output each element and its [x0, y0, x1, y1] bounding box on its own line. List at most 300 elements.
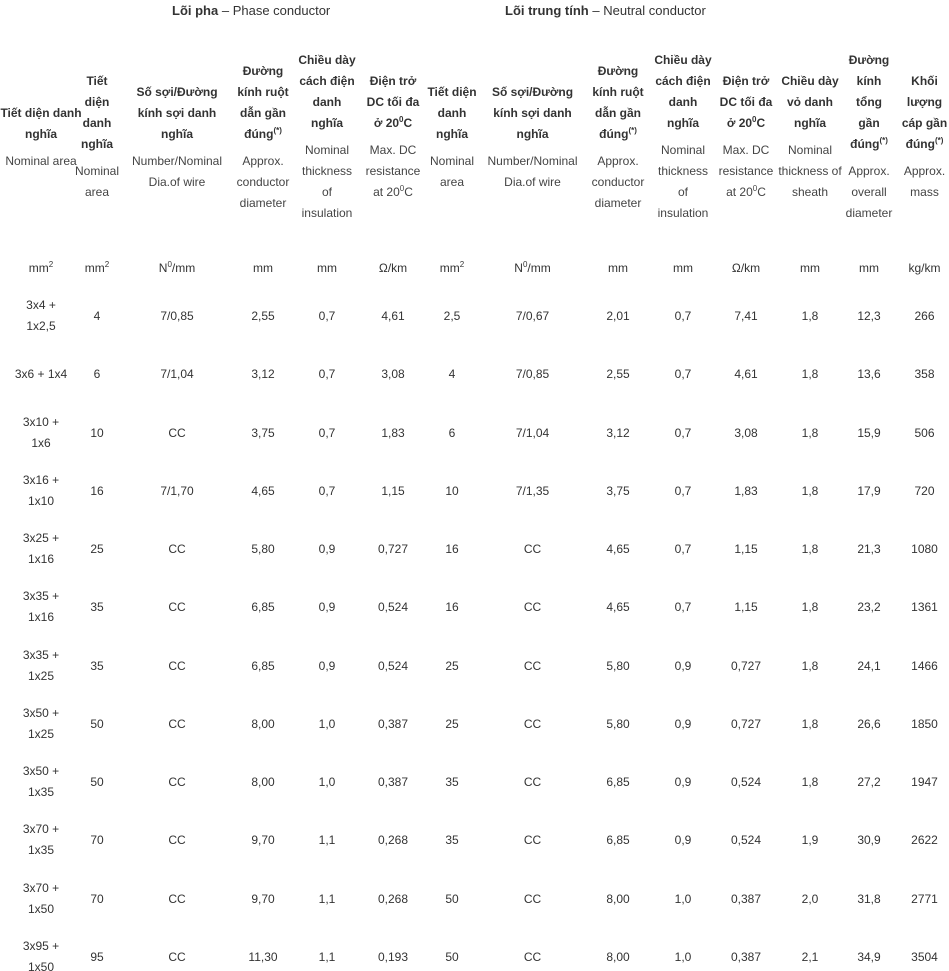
table-cell [426, 641, 478, 691]
cell-value: 1,8 [801, 599, 819, 614]
table-cell [844, 874, 894, 924]
column-header-en [900, 161, 949, 203]
cell-value: 70 [90, 891, 104, 906]
cell-value: 2,55 [606, 366, 630, 381]
table-cell [363, 466, 423, 516]
unit-text [673, 261, 693, 275]
column-header-en [426, 151, 478, 193]
table-cell [231, 874, 295, 924]
table-cell [900, 349, 949, 399]
cell-value: 50 [445, 891, 459, 906]
column-header [716, 26, 776, 248]
cell-value: 720 [914, 483, 935, 498]
cell-value: 0,387 [377, 716, 409, 731]
table-cell [716, 874, 776, 924]
cell-value: 0,7 [318, 425, 336, 440]
cell-value: 27,2 [857, 774, 881, 789]
unit-text [159, 261, 195, 275]
table-cell [844, 641, 894, 691]
cell-value: 5,80 [606, 658, 630, 673]
cell-value: 7/0,67 [515, 308, 550, 323]
table-cell [127, 291, 227, 341]
unit-text [800, 261, 820, 275]
column-header [844, 26, 894, 248]
table-cell [588, 408, 648, 458]
cell-value: 1,8 [801, 308, 819, 323]
table-cell [588, 757, 648, 807]
column-header-en-text: Nominal area [75, 164, 120, 199]
cell-value: 1,1 [318, 891, 336, 906]
cell-value: 0,268 [377, 891, 409, 906]
unit-cell [778, 256, 842, 280]
table-cell [231, 699, 295, 749]
table-cell [363, 932, 423, 971]
column-header [231, 26, 295, 248]
unit-main: mm [608, 261, 628, 275]
column-header-en-tail: C [404, 185, 413, 199]
column-header-en-text: Max. DC resistance at 20 [365, 143, 421, 199]
column-header-en [844, 161, 894, 224]
cell-value: 0,727 [730, 716, 762, 731]
table-cell [652, 524, 714, 574]
cell-value: 6 [448, 425, 456, 440]
table-cell [481, 408, 584, 458]
table-cell [844, 699, 894, 749]
table-cell [844, 349, 894, 399]
cell-value: 0,387 [377, 774, 409, 789]
cell-value: 1947 [911, 774, 938, 789]
table-cell [78, 349, 116, 399]
table-cell [844, 524, 894, 574]
table-cell [588, 932, 648, 971]
column-header-vi [426, 82, 478, 145]
unit-sup: 2 [48, 260, 54, 269]
cell-value: 0,7 [674, 366, 692, 381]
table-cell [588, 291, 648, 341]
cell-value: 1,1 [318, 949, 336, 964]
unit-cell [652, 256, 714, 280]
unit-cell [297, 256, 357, 280]
table-cell [426, 291, 478, 341]
column-header [0, 26, 82, 248]
table-cell [652, 815, 714, 865]
table-cell [481, 291, 584, 341]
cell-value: 506 [914, 425, 935, 440]
table-cell [363, 524, 423, 574]
cell-value: 50 [90, 716, 104, 731]
table-cell [481, 874, 584, 924]
table-cell [900, 466, 949, 516]
unit-cell [900, 256, 949, 280]
cell-value: 0,727 [377, 541, 409, 556]
cell-value: 0,524 [730, 774, 762, 789]
cell-value: 3x70 + 1x35 [22, 822, 60, 857]
table-cell [778, 699, 842, 749]
column-header-vi-text: Đường kính tổng gần đúng [848, 53, 890, 151]
cable-size-cell [0, 815, 82, 865]
unit-main: mm [859, 261, 879, 275]
table-cell [297, 641, 357, 691]
column-header-sup: 0 [399, 115, 404, 124]
column-header-vi-text: Điện trở DC tối đa ở 20 [366, 74, 420, 130]
cell-value: 25 [445, 658, 459, 673]
unit-main: Ω/km [378, 261, 408, 275]
table-cell [297, 524, 357, 574]
table-cell [297, 932, 357, 971]
table-cell [652, 291, 714, 341]
table-cell [78, 874, 116, 924]
table-cell [652, 932, 714, 971]
cell-value: 15,9 [857, 425, 881, 440]
table-cell [363, 408, 423, 458]
column-header-en-text: Approx. mass [903, 164, 946, 199]
cell-value: 0,387 [730, 949, 762, 964]
table-cell [78, 524, 116, 574]
table-cell [844, 757, 894, 807]
cell-value: 50 [90, 774, 104, 789]
column-header-en [231, 151, 295, 214]
cell-value: 3x6 + 1x4 [14, 366, 68, 381]
unit-sup: 0 [167, 260, 172, 269]
cable-size-cell [0, 291, 82, 341]
cell-value: 2,55 [251, 308, 275, 323]
table-cell [900, 815, 949, 865]
unit-main: mm [439, 261, 460, 275]
table-cell [588, 641, 648, 691]
unit-cell [716, 256, 776, 280]
cable-size-cell [0, 699, 82, 749]
cell-value: 2771 [911, 891, 938, 906]
cell-value: 3x50 + 1x25 [22, 706, 60, 741]
cell-value: 0,524 [730, 832, 762, 847]
table-cell [231, 641, 295, 691]
table-cell [231, 582, 295, 632]
cell-value: 3x25 + 1x16 [22, 531, 60, 566]
table-cell [363, 291, 423, 341]
cell-value: CC [523, 832, 542, 847]
cell-value: 3x70 + 1x50 [22, 881, 60, 916]
column-header-vi-text: Tiết diện danh nghĩa [81, 74, 113, 151]
table-cell [426, 699, 478, 749]
unit-cell [481, 256, 584, 280]
column-header [75, 26, 120, 248]
table-cell [778, 815, 842, 865]
cell-value: 3x35 + 1x16 [22, 589, 60, 624]
cell-value: 6 [93, 366, 101, 381]
table-cell [78, 757, 116, 807]
column-header-en [652, 140, 714, 224]
table-cell [231, 408, 295, 458]
group-title-separator: – [221, 3, 233, 18]
unit-main: mm [84, 261, 105, 275]
table-cell [426, 757, 478, 807]
cell-value: 0,387 [730, 891, 762, 906]
cell-value: 5,80 [606, 716, 630, 731]
cell-value: 1,0 [674, 891, 692, 906]
column-header [481, 26, 584, 248]
cell-value: 5,80 [251, 541, 275, 556]
table-cell [78, 699, 116, 749]
cell-value: 2,5 [443, 308, 461, 323]
table-cell [297, 291, 357, 341]
column-header-en [716, 140, 776, 203]
cell-value: 6,85 [251, 599, 275, 614]
cell-value: 4,61 [381, 308, 405, 323]
cell-value: 0,7 [318, 366, 336, 381]
table-cell [78, 932, 116, 971]
table-cell [844, 932, 894, 971]
cable-size-cell [0, 466, 82, 516]
column-header-en-sup: 0 [752, 184, 758, 193]
cell-value: 0,9 [674, 658, 692, 673]
table-cell [716, 466, 776, 516]
table-cell [588, 815, 648, 865]
group-title-separator: – [592, 3, 604, 18]
column-header-en-sup: 0 [399, 184, 405, 193]
table-cell [481, 699, 584, 749]
cell-value: 1,1 [318, 832, 336, 847]
cell-value: 4,61 [734, 366, 758, 381]
cell-value: CC [168, 425, 186, 440]
unit-main: N [158, 261, 168, 275]
table-cell [297, 466, 357, 516]
cell-value: 0,7 [318, 483, 336, 498]
column-header-en-text: Approx. overall diameter [845, 164, 893, 220]
table-cell [363, 874, 423, 924]
table-cell [588, 349, 648, 399]
cell-value: 1,8 [801, 658, 819, 673]
cell-value: 1,0 [674, 949, 692, 964]
column-header-en [127, 151, 227, 193]
cell-value: CC [523, 716, 542, 731]
cell-value: 8,00 [606, 949, 630, 964]
table-cell [481, 582, 584, 632]
cell-value: 1,8 [801, 716, 819, 731]
cell-value: 1,9 [801, 832, 819, 847]
unit-text [253, 261, 273, 275]
column-header-en-tail: C [757, 185, 766, 199]
cell-value: 1,15 [734, 599, 758, 614]
unit-cell [588, 256, 648, 280]
table-cell [778, 466, 842, 516]
cell-value: 1,0 [318, 716, 336, 731]
cell-value: 35 [445, 774, 459, 789]
column-header-vi [0, 103, 82, 145]
cell-value: 7/1,35 [515, 483, 550, 498]
table-cell [363, 349, 423, 399]
cell-value: 3504 [911, 949, 938, 964]
unit-tail: /mm [171, 261, 196, 275]
column-header-tail: C [756, 116, 766, 130]
cell-value: 35 [90, 599, 104, 614]
table-cell [78, 408, 116, 458]
cell-value: 4,65 [606, 599, 630, 614]
table-cell [127, 466, 227, 516]
column-header-vi-text: Đường kính ruột dẫn gần đúng [592, 63, 644, 141]
cell-value: CC [168, 541, 186, 556]
column-header-vi-text: Chiều dày vỏ danh nghĩa [781, 74, 839, 130]
unit-text [732, 261, 760, 275]
unit-text [608, 261, 628, 275]
unit-cell [231, 256, 295, 280]
cell-value: 24,1 [857, 658, 881, 673]
unit-main: mm [800, 261, 820, 275]
table-cell [426, 466, 478, 516]
table-cell [716, 815, 776, 865]
cell-value: 95 [90, 949, 104, 964]
column-header-vi [481, 82, 584, 145]
table-cell [652, 408, 714, 458]
table-cell [297, 815, 357, 865]
table-cell [426, 815, 478, 865]
cell-value: 70 [90, 832, 104, 847]
cell-value: 0,524 [377, 599, 409, 614]
cell-value: 25 [90, 541, 104, 556]
unit-main: N [514, 261, 523, 275]
table-cell [844, 466, 894, 516]
unit-main: mm [28, 261, 49, 275]
cell-value: CC [523, 891, 542, 906]
table-cell [127, 932, 227, 971]
cell-value: 2,1 [801, 949, 819, 964]
cable-size-cell [0, 757, 82, 807]
unit-cell [363, 256, 423, 280]
cell-value: 31,8 [857, 891, 881, 906]
column-header-en [297, 140, 357, 224]
cell-value: 4 [448, 366, 456, 381]
table-cell [127, 524, 227, 574]
table-cell [297, 349, 357, 399]
table-cell [652, 349, 714, 399]
cell-value: CC [168, 949, 186, 964]
table-cell [652, 582, 714, 632]
cell-value: 30,9 [857, 832, 881, 847]
group-title-neutral-en: Neutral conductor [603, 3, 706, 18]
unit-cell [0, 256, 82, 280]
table-cell [900, 408, 949, 458]
table-cell [231, 932, 295, 971]
cell-value: 2,01 [606, 308, 630, 323]
cell-value: 10 [445, 483, 459, 498]
table-cell [127, 641, 227, 691]
unit-sup: 2 [459, 260, 465, 269]
cell-value: 4,65 [251, 483, 275, 498]
table-cell [900, 582, 949, 632]
cell-value: 10 [90, 425, 104, 440]
cell-value: 35 [90, 658, 104, 673]
table-cell [127, 582, 227, 632]
cell-value: 3x4 + 1x2,5 [26, 298, 56, 333]
table-cell [363, 699, 423, 749]
column-header-vi [588, 61, 648, 145]
column-header-vi [844, 50, 894, 155]
column-header [778, 26, 842, 248]
table-cell [844, 815, 894, 865]
table-cell [844, 408, 894, 458]
cell-value: 8,00 [606, 891, 630, 906]
column-header-en-text: Nominal thickness of insulation [657, 143, 709, 220]
unit-text [85, 261, 109, 275]
table-cell [426, 582, 478, 632]
cable-size-cell [0, 874, 82, 924]
table-cell [778, 641, 842, 691]
table-cell [78, 641, 116, 691]
column-header-en-text: Nominal area [429, 153, 474, 189]
cell-value: 7/0,85 [160, 308, 194, 323]
column-header-vi-text: Số sợi/Đường kính sợi danh nghĩa [136, 84, 218, 141]
column-header-sup: (*) [628, 125, 637, 135]
cell-value: 2,0 [801, 891, 819, 906]
cell-value: 0,9 [674, 832, 692, 847]
table-cell [231, 466, 295, 516]
table-cell [231, 349, 295, 399]
cell-value: CC [168, 774, 186, 789]
cell-value: CC [168, 599, 186, 614]
cell-value: 1,8 [801, 541, 819, 556]
table-cell [778, 349, 842, 399]
column-header-vi [231, 61, 295, 145]
cell-value: CC [523, 541, 542, 556]
table-cell [297, 582, 357, 632]
cell-value: 4,65 [606, 541, 630, 556]
cell-value: CC [523, 949, 542, 964]
cell-value: 35 [445, 832, 459, 847]
table-cell [426, 524, 478, 574]
unit-sup: 0 [522, 260, 528, 269]
cell-value: 0,7 [318, 308, 336, 323]
column-header-en [778, 140, 842, 203]
column-header [652, 26, 714, 248]
table-cell [426, 932, 478, 971]
table-cell [78, 815, 116, 865]
unit-cell [127, 256, 227, 280]
table-cell [231, 757, 295, 807]
column-header-tail: C [403, 116, 413, 130]
column-header [588, 26, 648, 248]
cell-value: 11,30 [248, 949, 278, 964]
cell-value: CC [168, 832, 186, 847]
cell-value: 1,0 [318, 774, 336, 789]
column-header-en-text: Max. DC resistance at 20 [718, 143, 774, 199]
unit-main: Ω/km [731, 261, 761, 275]
cell-value: 7/0,85 [515, 366, 550, 381]
cell-value: 0,9 [318, 541, 336, 556]
table-cell [127, 349, 227, 399]
column-header-vi-text: Số sợi/Đường kính sợi danh nghĩa [491, 84, 574, 141]
group-title-phase [172, 3, 330, 18]
cell-value: 3,75 [606, 483, 630, 498]
column-header [363, 26, 423, 248]
column-header-en-text: Number/Nominal Dia.of wire [487, 153, 578, 189]
cell-value: 3x10 + 1x6 [22, 415, 60, 450]
table-cell [127, 699, 227, 749]
table-cell [844, 582, 894, 632]
cable-size-cell [0, 582, 82, 632]
cell-value: 7/1,04 [160, 366, 194, 381]
column-header-vi [78, 71, 116, 155]
table-cell [78, 291, 116, 341]
table-cell [900, 874, 949, 924]
cell-value: 0,7 [674, 308, 692, 323]
cell-value: 0,268 [377, 832, 409, 847]
cell-value: 358 [914, 366, 935, 381]
column-header-sup: (*) [934, 136, 944, 145]
table-cell [426, 349, 478, 399]
table-cell [363, 641, 423, 691]
table-cell [231, 815, 295, 865]
cell-value: 7,41 [734, 308, 758, 323]
cell-value: 1,83 [734, 483, 758, 498]
